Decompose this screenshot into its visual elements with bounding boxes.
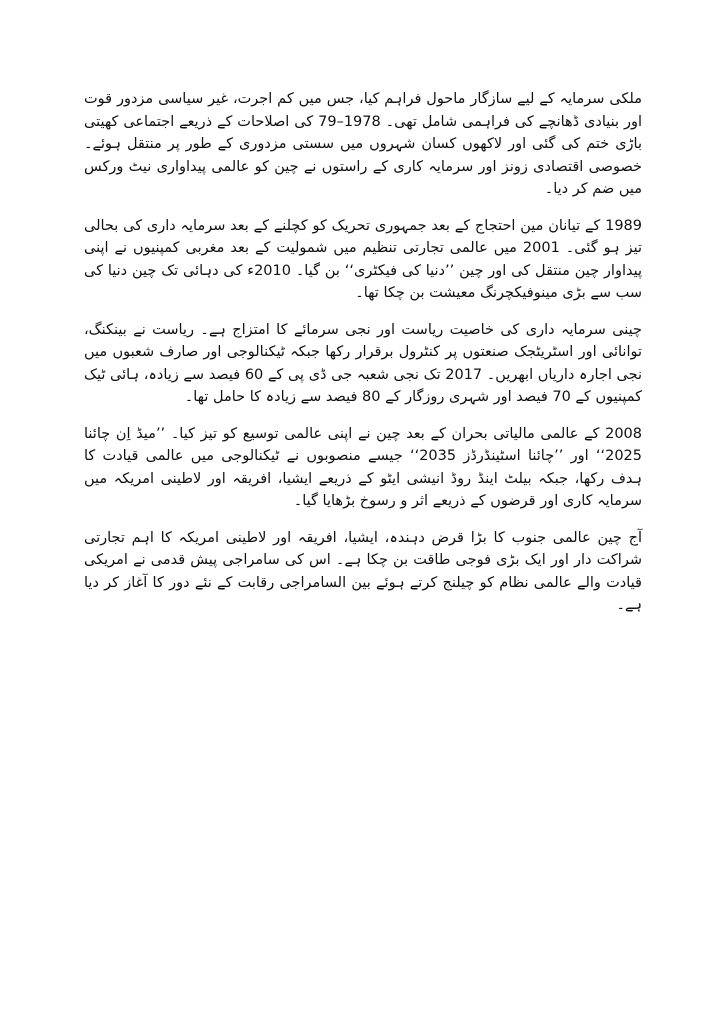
paragraph-state-private-capital: چینی سرمایہ داری کی خاصیت ریاست اور نجی سرمائے کا امتزاج ہے۔ ریاست نے بینکنگ، توانائی اور اسٹریٹجک صنعتوں پر کنٹرول برقرار رکھا جبکہ ٹیکنالوجی اور صارف شعبوں میں نجی اجارہ داریاں ابھریں۔ 2017 تک نجی شعبہ جی ڈی پی کے 60 فیصد سے زیادہ، ہائی ٹیک کمپنیوں کے 70 فیصد اور شہری روزگار کے 80 فیصد سے زیادہ کا حامل تھا۔ — [84, 321, 642, 405]
paragraph-inter-imperialist-rivalry: آج چین عالمی جنوب کا بڑا قرض دہندہ، ایشیا، افریقہ اور لاطینی امریکہ کا اہم تجارتی شراکت دار اور ایک بڑی فوجی طاقت بن چکا ہے۔ اس کی سامراجی پیش قدمی نے امریکی قیادت والے عالمی نظام کو چیلنج کرتے ہوئے بین السامراجی رقابت کے نئے دور کا آغاز کر دیا ہے۔ — [84, 529, 642, 613]
paragraph-economic-reforms: ملکی سرمایہ کے لیے سازگار ماحول فراہم کیا، جس میں کم اجرت، غیر سیاسی مزدور قوت اور بنیادی ڈھانچے کی فراہمی شامل تھی۔ 1978–79 کی اصلاحات کے ذریعے اجتماعی کھیتی باڑی ختم کی گئی اور لاکھوں کسان شہروں میں سستی مزدوری کے طور پر منتقل ہوئے۔ خصوصی اقتصادی زونز اور سرمایہ کاری کے راستوں نے چین کو عالمی پیداواری نیٹ ورکس میں ضم کر دیا۔ — [84, 91, 642, 197]
paragraph-global-expansion: 2008 کے عالمی مالیاتی بحران کے بعد چین نے اپنی عالمی توسیع کو تیز کیا۔ ’’میڈ اِن چائنا 2025‘‘ اور ’’چائنا اسٹینڈرڈز 2035‘‘ جیسے منصوبوں نے ٹیکنالوجی میں عالمی قیادت کا ہدف رکھا، جبکہ بیلٹ اینڈ روڈ انیشی ایٹو کے ذریعے ایشیا، افریقہ اور لاطینی امریکہ میں سرمایہ کاری اور قرضوں کے ذریعے اثر و رسوخ بڑھایا گیا۔ — [84, 425, 642, 509]
paragraph-capitalist-restoration: 1989 کے تیانان مین احتجاج کے بعد جمہوری تحریک کو کچلنے کے بعد سرمایہ داری کی بحالی تیز ہو گئی۔ 2001 میں عالمی تجارتی تنظیم میں شمولیت کے بعد مغربی کمپنیوں نے اپنی پیداوار چین منتقل کی اور چین ’’دنیا کی فیکٹری‘‘ بن گیا۔ 2010ء کی دہائی تک چین دنیا کی سب سے بڑی مینوفیکچرنگ معیشت بن چکا تھا۔ — [84, 217, 643, 301]
document-page — [84, 88, 642, 631]
